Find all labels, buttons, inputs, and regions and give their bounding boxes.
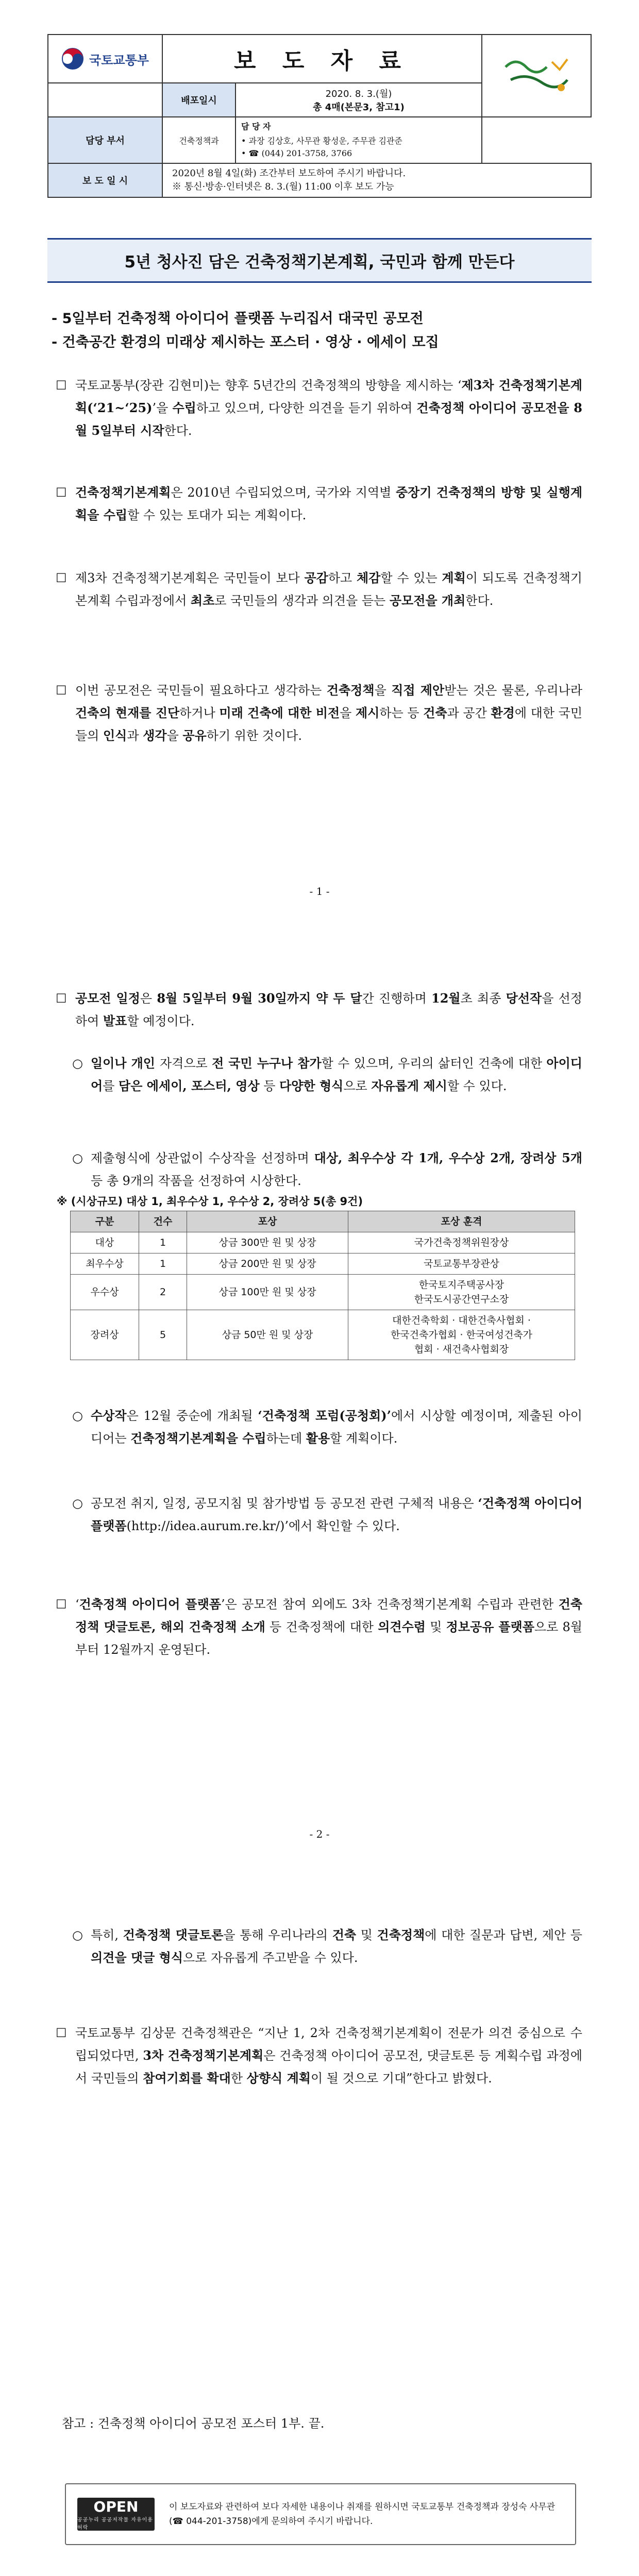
paragraph [57, 1924, 582, 1969]
text-run: 하거나 [179, 706, 220, 720]
text-run: 이 되도록 건축정책기본계획 수립과정에서 [75, 571, 582, 608]
award-cell: 1 [139, 1253, 187, 1275]
dept-label: 담당 부서 [48, 117, 162, 163]
text-run: 할 예정이다. [127, 1014, 195, 1028]
award-cell: 국가건축정책위원장상 [348, 1232, 575, 1253]
paragraph [57, 2022, 582, 2090]
bold-text-run: 다양한 형식 [279, 1078, 344, 1093]
bold-text-run: 인식 [103, 728, 127, 743]
bold-text-run: 담은 에세이, 포스터, 영상 [119, 1078, 260, 1093]
text-run: 으로 [343, 1079, 372, 1093]
text-run: 에서 시상할 예정이며, 제출된 아이디어는 [91, 1409, 582, 1446]
bold-text-run: 건축정책 댓글토론, 해외 건축정책 소개 [75, 1597, 582, 1634]
text-run: 할 수 있는 토대가 되는 계획이다. [127, 508, 307, 522]
embargo-line-2: ※ 통신·방송·인터넷은 8. 3.(월) 11:00 이후 보도 가능 [172, 181, 394, 192]
bold-text-run: 전 국민 누구나 참가 [212, 1056, 322, 1071]
square-bullet-icon: ☐ [56, 683, 67, 698]
text-run: 및 [356, 1928, 377, 1942]
paragraph [57, 679, 582, 747]
paragraph-text [75, 374, 582, 442]
text-run: 특히, [91, 1928, 123, 1942]
award-col-header: 건수 [139, 1211, 187, 1232]
text-run: 등 총 9개의 작품을 선정하여 시상한다. [91, 1174, 301, 1188]
award-cell: 1 [139, 1232, 187, 1253]
bold-text-run: 활용 [306, 1431, 330, 1446]
paragraph-text [75, 481, 582, 527]
release-date: 2020. 8. 3.(월) [325, 89, 392, 99]
award-table [70, 1211, 575, 1360]
page-number: - 1 - [309, 885, 330, 897]
bold-text-run: 정보공유 플랫폼 [446, 1619, 534, 1634]
award-cell: 장려상 [71, 1310, 139, 1360]
bold-text-run: 건축정책 [377, 1927, 425, 1942]
text-run: 받는 것은 물론, 우리나라 [444, 683, 583, 698]
subtitle-2: - 건축공간 환경의 미래상 제시하는 포스터 · 영상 · 에세이 모집 [52, 334, 439, 350]
text-run: 국토교통부(장관 김현미)는 향후 5년간의 건축정책의 방향을 제시하는 ‘ [75, 378, 462, 393]
award-cell: 상금 300만 원 및 상장 [187, 1232, 348, 1253]
text-run: 로 국민들의 생각과 의견을 듣는 [214, 594, 390, 608]
paragraph-text [91, 1052, 582, 1097]
award-cell: 2 [139, 1275, 187, 1310]
taegeuk-logo-icon [61, 47, 84, 70]
bold-text-run: 12월 [431, 991, 461, 1006]
paragraph-text [91, 1492, 582, 1537]
text-run: 으로 자유롭게 주고받을 수 있다. [183, 1951, 358, 1965]
award-cell: 국토교통부장관상 [348, 1253, 575, 1275]
text-run: ‘ [75, 1597, 79, 1612]
dept-name: 건축정책과 [162, 117, 236, 163]
award-col-header: 포상 훈격 [348, 1211, 575, 1232]
text-run: 이번 공모전은 국민들이 필요하다고 생각하는 [75, 683, 327, 698]
bold-text-run: 참여기회를 확대 [143, 2071, 231, 2086]
page-2 [0, 943, 639, 1860]
open-logo-text: OPEN [93, 2498, 139, 2515]
award-row [71, 1232, 575, 1253]
main-title: 5년 청사진 담은 건축정책기본계획, 국민과 함께 만든다 [47, 238, 592, 283]
text-run: 할 계획이다. [330, 1431, 398, 1446]
square-bullet-icon: ☐ [56, 1597, 67, 1612]
bold-text-run: 아이디어 [91, 1056, 582, 1093]
bold-text-run: 일이나 개인 [91, 1056, 160, 1071]
bold-text-run: 최초 [190, 593, 215, 608]
bold-text-run: 상향식 계획 [246, 2071, 311, 2086]
bold-text-run: 공모전을 개최 [389, 593, 466, 608]
text-run: 한다. [465, 594, 494, 608]
paragraph [57, 567, 582, 612]
release-spacer [48, 83, 162, 117]
doc-type-title: 보 도 자 료 [162, 35, 482, 83]
ministry-name: 국토교통부 [89, 53, 149, 67]
paragraph-text [75, 567, 582, 612]
paragraph-text [91, 1404, 582, 1450]
square-bullet-icon: ☐ [56, 485, 67, 500]
paragraph-text [75, 2022, 582, 2090]
text-run: 할 수 있으며, 우리의 삶터인 건축에 대한 [321, 1056, 547, 1071]
page-number: - 2 - [309, 1828, 330, 1840]
bold-text-run: 생각 [143, 728, 167, 743]
text-run: ’은 공모전 참여 외에도 3차 건축정책기본계획 수립과 관련한 [221, 1597, 559, 1612]
release-info [236, 83, 482, 117]
slogan-logo-icon [495, 52, 578, 98]
bold-text-run: 수상작 [91, 1408, 127, 1423]
award-caption: ※ (시상규모) 대상 1, 최우수상 1, 우수상 2, 장려상 5(총 9건) [57, 1195, 363, 1208]
award-cell: 상금 200만 원 및 상장 [187, 1253, 348, 1275]
contact-line-1: • 과장 김상호, 사무관 황성운, 주무관 김관준 [241, 136, 402, 146]
contact-line-2: • ☎ (044) 201-3758, 3766 [241, 148, 352, 158]
bold-text-run: 건축 [423, 705, 447, 720]
award-cell: 상금 50만 원 및 상장 [187, 1310, 348, 1360]
embargo-label: 보 도 일 시 [48, 163, 162, 197]
bold-text-run: 건축정책기본계획 [75, 485, 171, 500]
text-run: 제3차 건축정책기본계획은 국민들이 보다 [75, 571, 305, 585]
reference-line: 참고 : 건축정책 아이디어 공모전 포스터 1부. 끝. [62, 2416, 325, 2431]
award-cell: 우수상 [71, 1275, 139, 1310]
circle-bullet-icon: ○ [72, 1496, 83, 1511]
bold-text-run: 환경 [491, 705, 515, 720]
open-license-text: 이 보도자료와 관련하여 보다 자세한 내용이나 취재를 원하시면 국토교통부 건축정책과 장성숙 사무관(☎ 044-201-3758)에게 문의하여 주시기 바랍니다. [169, 2502, 556, 2527]
bold-text-run: ‘건축정책 아이디어 플랫폼 [91, 1496, 583, 1533]
bold-text-run: 건축정책 댓글토론 [123, 1927, 224, 1942]
bold-text-run: 공모전 일정 [75, 991, 140, 1006]
contact-label: 담 당 자 [241, 122, 271, 131]
text-run: 제출형식에 상관없이 수상작을 선정하며 [91, 1151, 314, 1165]
text-run: 를 [103, 1079, 119, 1093]
bold-text-run: 제3차 건축정책기본계획(‘21~‘25) [75, 378, 582, 415]
bold-text-run: 제시 [356, 705, 380, 720]
text-run: ’을 [152, 401, 173, 415]
paragraph [57, 1404, 582, 1450]
text-run: 하고 있으며, 다양한 의견을 듣기 위하여 [196, 401, 417, 415]
bold-text-run: 8월 5일부터 9월 30일까지 약 두 달 [157, 991, 362, 1006]
press-header-table [47, 34, 592, 198]
page-1 [0, 0, 639, 943]
award-cell: 5 [139, 1310, 187, 1360]
release-label: 배포일시 [162, 83, 236, 117]
text-run: 할 수 있다. [447, 1079, 507, 1093]
paragraph [57, 1492, 582, 1537]
text-run: 과 [127, 728, 143, 743]
square-bullet-icon: ☐ [56, 2026, 67, 2040]
bold-text-run: 건축정책기본계획을 수립 [130, 1431, 266, 1446]
bold-text-run: 의견을 댓글 형식 [91, 1950, 183, 1965]
award-cell: 대상 [71, 1232, 139, 1253]
text-run: 하기 위한 것이다. [206, 728, 302, 743]
text-run: 과 공간 [447, 706, 491, 720]
open-license-box [65, 2483, 576, 2545]
text-run: 하고 [328, 571, 357, 585]
text-run: 을 통해 우리나라의 [223, 1928, 332, 1942]
bold-text-run: 의견수렴 [378, 1619, 426, 1634]
text-run: 한 [230, 2071, 247, 2086]
bold-text-run: 계획 [442, 570, 466, 585]
open-license-logo [77, 2498, 155, 2531]
text-run: 을 [340, 706, 356, 720]
bold-text-run: 건축정책 아이디어 공모전을 8월 5일부터 시작 [75, 400, 582, 438]
subtitle-1: - 5일부터 건축정책 아이디어 플랫폼 누리집서 대국민 공모전 [52, 311, 424, 327]
text-run: 이 될 것으로 기대”한다고 밝혔다. [310, 2071, 492, 2086]
slogan-cell [482, 35, 591, 117]
embargo-line-1: 2020년 8월 4일(화) 조간부터 보도하여 주시기 바랍니다. [172, 168, 406, 179]
circle-bullet-icon: ○ [72, 1409, 83, 1423]
bold-text-run: 미래 건축에 대한 비전 [219, 705, 340, 720]
bold-text-run: 건축정책 [326, 683, 375, 698]
text-run: 은 [140, 991, 157, 1006]
bold-text-run: 건축의 현재를 진단 [75, 705, 180, 720]
square-bullet-icon: ☐ [56, 378, 67, 393]
paragraph-text [91, 1924, 582, 1969]
text-run: 할 수 있는 [380, 571, 442, 585]
award-col-header: 포상 [187, 1211, 348, 1232]
award-cell: 최우수상 [71, 1253, 139, 1275]
open-logo-subtext: 공공누리 공공저작물 자유이용허락 [77, 2517, 153, 2531]
circle-bullet-icon: ○ [72, 1056, 83, 1071]
paragraph-text [75, 987, 582, 1032]
square-bullet-icon: ☐ [56, 571, 67, 585]
award-cell: 한국토지주택공사장 한국도시공간연구소장 [348, 1275, 575, 1310]
text-run: 한다. [164, 423, 192, 438]
text-run: 에 대한 국민들의 [75, 706, 583, 743]
text-run: 을 [166, 728, 183, 743]
release-pages: 총 4매(본문3, 참고1) [313, 102, 405, 113]
paragraph [57, 481, 582, 527]
paragraph-text [91, 1147, 582, 1192]
ministry-logo-cell [48, 35, 162, 83]
text-run: 으로 8월부터 12월까지 운영된다. [75, 1620, 582, 1657]
text-run: 및 [425, 1620, 446, 1634]
bold-text-run: 체감 [357, 570, 381, 585]
paragraph [57, 987, 582, 1032]
text-run: 하는데 [266, 1431, 306, 1446]
bold-text-run: 공감 [304, 570, 328, 585]
text-run: 등 [259, 1079, 280, 1093]
text-run: 을 [374, 683, 392, 698]
text-run: 초 최종 [460, 991, 506, 1006]
award-cell: 대한건축학회 · 대한건축사협회 · 한국건축가협회 · 한국여성건축가 협회 · 새건축사협회장 [348, 1310, 575, 1360]
text-run: 공모전 취지, 일정, 공모지침 및 참가방법 등 공모전 관련 구체적 내용은 [91, 1496, 478, 1511]
bold-text-run: 수립 [172, 400, 196, 415]
bold-text-run: 자유롭게 제시 [371, 1078, 447, 1093]
bold-text-run: 3차 건축정책기본계획 [143, 2048, 264, 2063]
text-run: 은 건축정책 아이디어 공모전, 댓글토론 등 계획수립 과정에서 국민들의 [75, 2048, 583, 2086]
paragraph [57, 1593, 582, 1661]
circle-bullet-icon: ○ [72, 1928, 83, 1942]
paragraph-text [75, 1593, 582, 1661]
square-bullet-icon: ☐ [56, 991, 67, 1006]
award-row [71, 1253, 575, 1275]
award-row [71, 1275, 575, 1310]
bold-text-run: 중장기 건축정책의 방향 및 실행계획을 수립 [75, 485, 583, 522]
text-run: 국토교통부 김상문 건축정책관은 “지난 1, 2차 건축정책기본계획이 전문가 의견 중심으로 수립되었다면, [75, 2026, 582, 2063]
text-run: 을 선정하여 [75, 991, 582, 1028]
bold-text-run: 공유 [182, 728, 207, 743]
text-run: 자격으로 [160, 1056, 212, 1071]
text-run: 에 대한 질문과 답변, 제안 등 [425, 1928, 582, 1942]
text-run: 하는 등 [379, 706, 424, 720]
text-run: (http://idea.aurum.re.kr/)’에서 확인할 수 있다. [126, 1519, 400, 1533]
award-col-header: 구분 [71, 1211, 139, 1232]
page-3 [0, 1860, 639, 2576]
bold-text-run: 당선작 [506, 991, 542, 1006]
award-cell: 상금 100만 원 및 상장 [187, 1275, 348, 1310]
paragraph-text [75, 679, 582, 747]
embargo-info [162, 163, 591, 197]
award-row [71, 1310, 575, 1360]
paragraph [57, 374, 582, 442]
bold-text-run: 직접 제안 [391, 683, 445, 698]
text-run: 등 건축정책에 대한 [265, 1620, 378, 1634]
text-run: 간 진행하며 [362, 991, 432, 1006]
paragraph [57, 1052, 582, 1097]
bold-text-run: 건축 [332, 1927, 357, 1942]
bold-text-run: ‘건축정책 포럼(공청회)’ [258, 1408, 391, 1423]
text-run: 은 2010년 수립되었으며, 국가와 지역별 [171, 485, 396, 500]
bold-text-run: 발표 [103, 1013, 127, 1028]
bold-text-run: 건축정책 아이디어 플랫폼 [79, 1597, 221, 1612]
contact-info [236, 117, 482, 163]
paragraph [57, 1147, 582, 1192]
circle-bullet-icon: ○ [72, 1151, 83, 1165]
bold-text-run: 대상, 최우수상 각 1개, 우수상 2개, 장려상 5개 [314, 1150, 582, 1165]
text-run: 은 12월 중순에 개최될 [126, 1409, 258, 1423]
